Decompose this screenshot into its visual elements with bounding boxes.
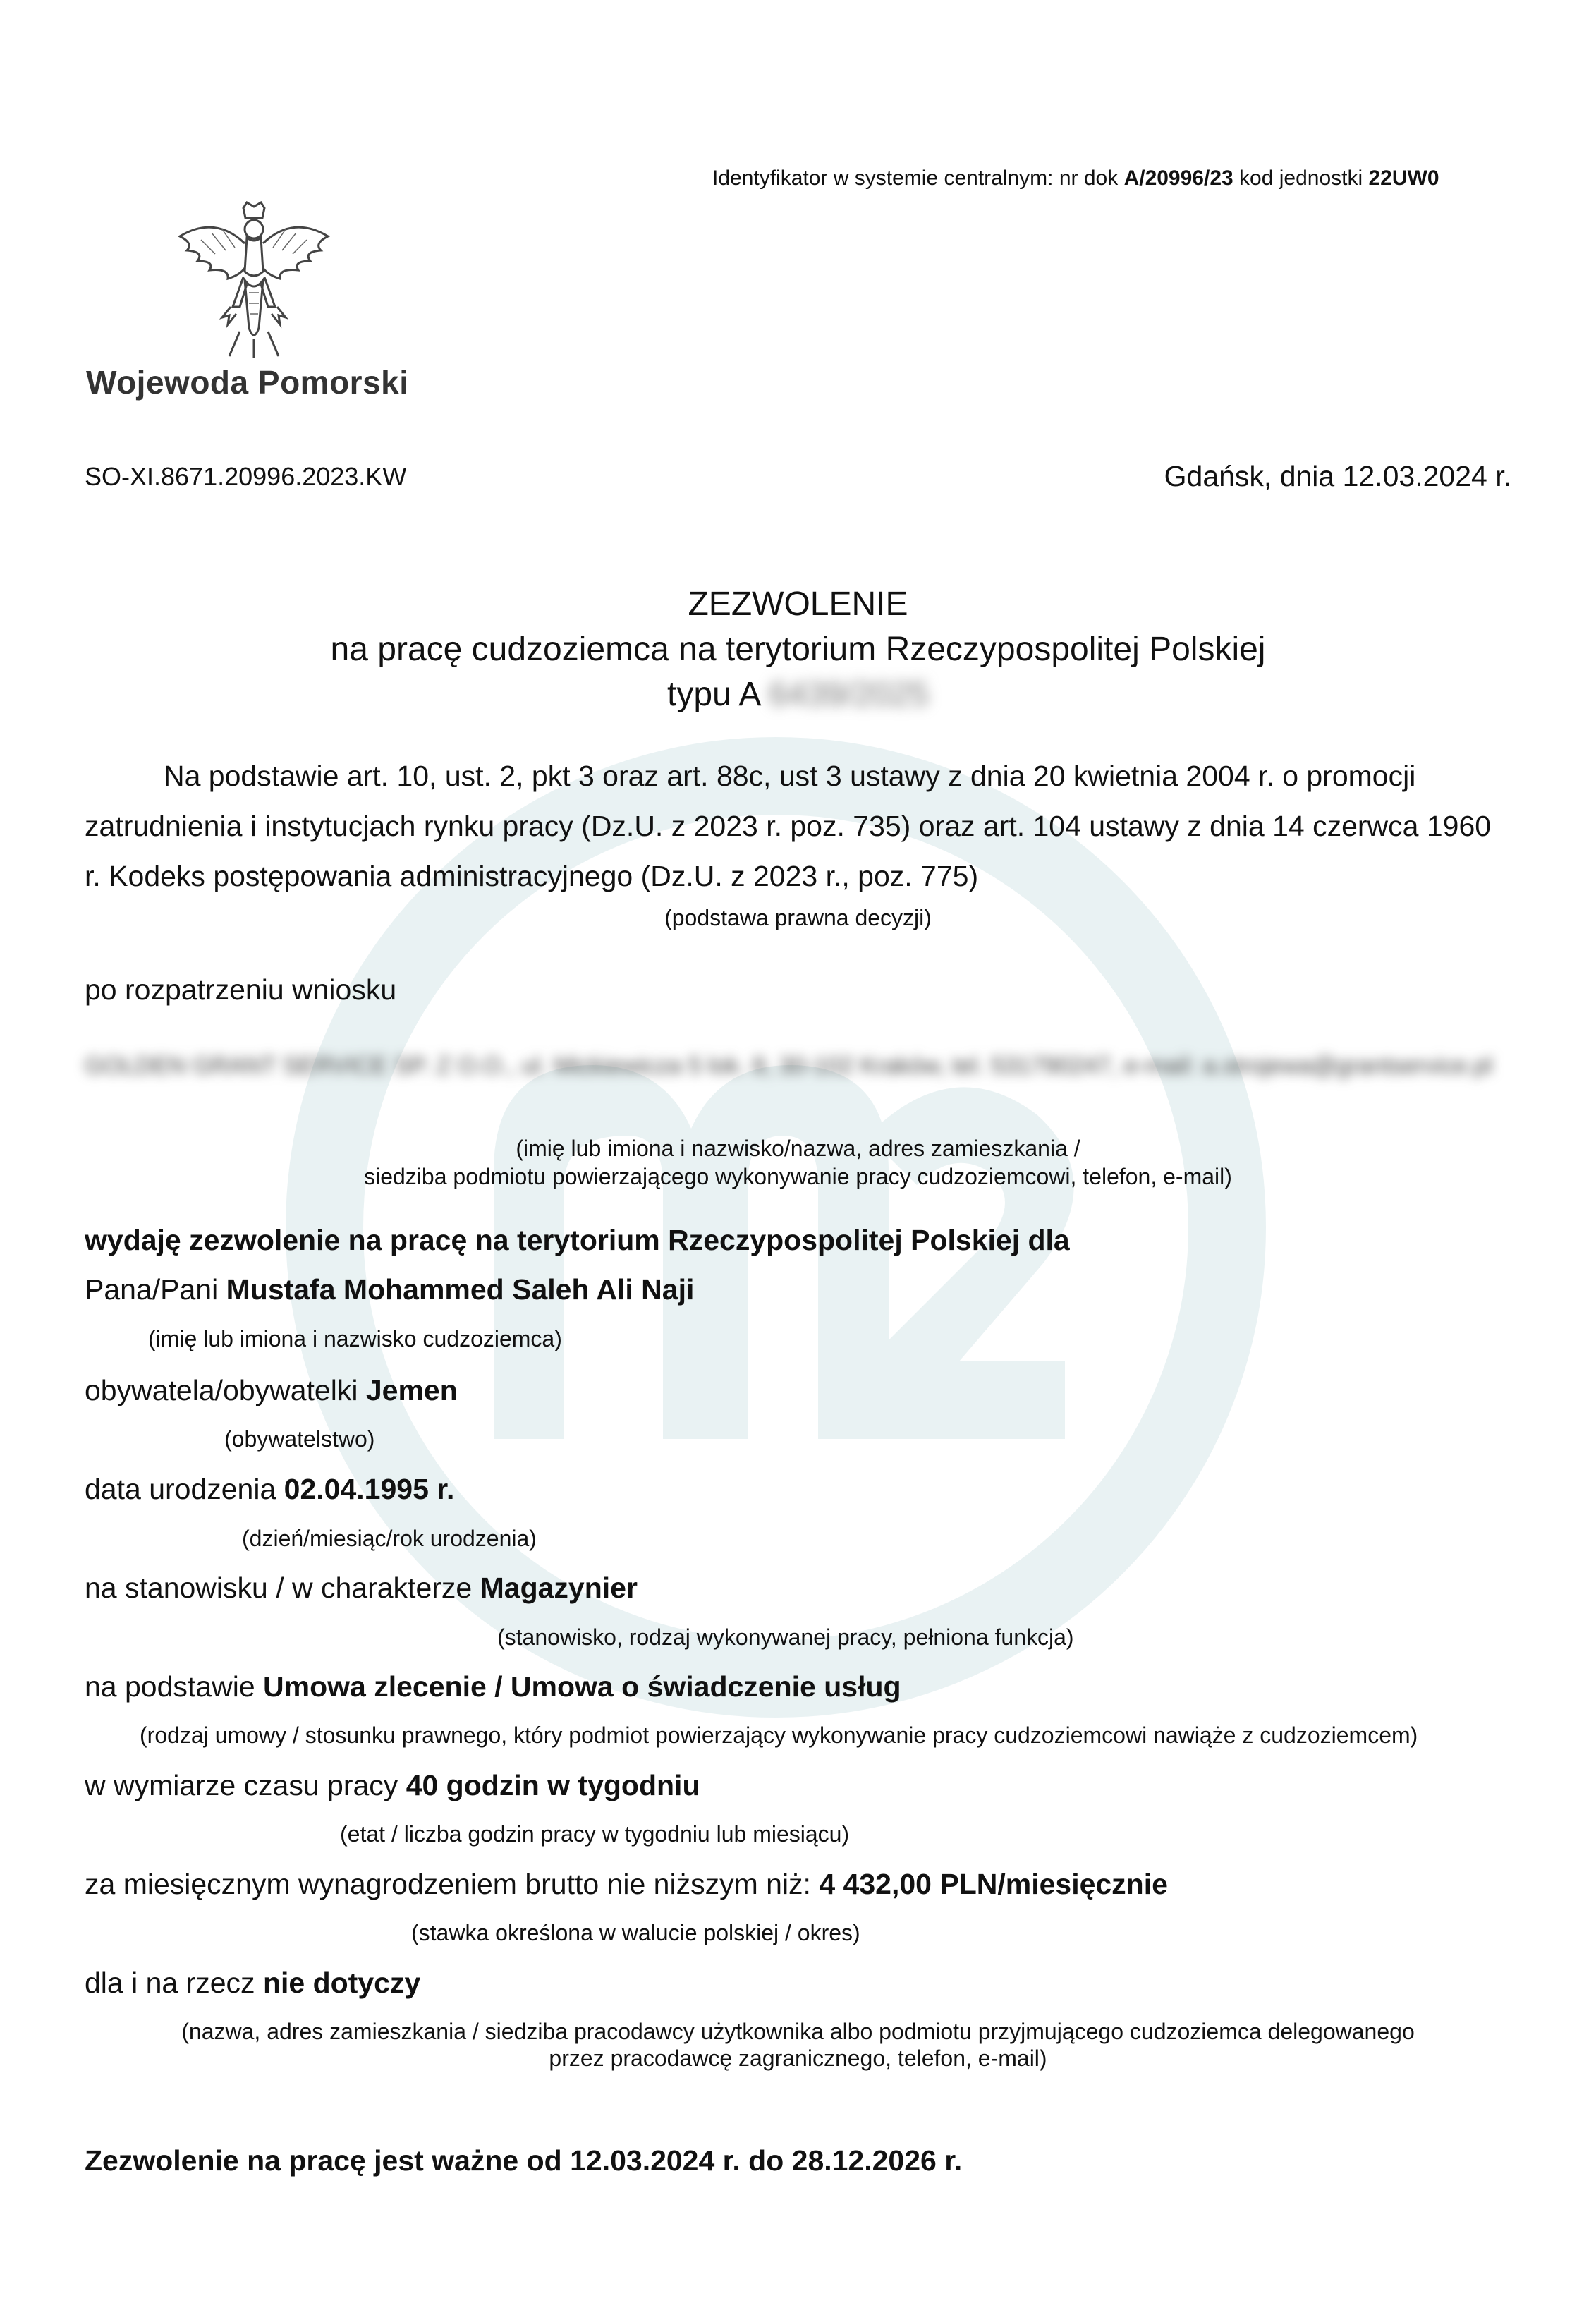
person-label: Pana/Pani — [85, 1273, 219, 1306]
working-hours-field — [85, 1769, 700, 1802]
document-number: A/20996/23 — [1123, 166, 1233, 190]
position-value: Magazynier — [480, 1572, 638, 1604]
grant-text: zezwolenie na pracę na terytorium Rzeczypospolitej Polskiej dla — [181, 1224, 1070, 1256]
user-employer-value: nie dotyczy — [262, 1967, 421, 1999]
application-label: po rozpatrzeniu wniosku — [85, 973, 397, 1006]
working-hours-label: w wymiarze czasu pracy — [85, 1769, 398, 1801]
salary-value: 4 432,00 PLN/miesięcznie — [819, 1868, 1168, 1900]
person-note: (imię lub imiona i nazwisko cudzoziemca) — [148, 1326, 562, 1351]
birth-date-value: 02.04.1995 r. — [284, 1473, 455, 1505]
salary-field — [85, 1868, 1168, 1901]
title-line-1: ZEZWOLENIE — [688, 585, 908, 623]
citizenship-field — [85, 1374, 458, 1407]
applicant-note-line-2: siedziba podmiotu powierzającego wykonywanie pracy cudzoziemcowi, telefon, e-mail) — [364, 1164, 1232, 1189]
title-line-3 — [0, 672, 1596, 717]
person-field — [85, 1273, 694, 1306]
permit-type-label: typu A — [666, 676, 760, 713]
position-label: na stanowisku / w charakterze — [85, 1572, 473, 1604]
polish-eagle-emblem-icon — [173, 201, 335, 360]
legal-basis-text: Na podstawie art. 10, ust. 2, pkt 3 oraz art. 88c, ust 3 ustawy z dnia 20 kwietnia 2004 r. o promocji zatrudnienia i instytucjach rynku pracy (Dz.U. z 2023 r. poz. 735) oraz art. 104 ustawy z dnia 14 czerwca 1960 r. Kodeks postępowania administracyjnego (Dz.U. z 2023 r., poz. 775) — [85, 760, 1492, 892]
place-and-date: Gdańsk, dnia 12.03.2024 r. — [1164, 460, 1511, 492]
user-employer-label: dla i na rzecz — [85, 1967, 255, 1999]
title-line-2: na pracę cudzoziemca na terytorium Rzeczypospolitej Polskiej — [330, 631, 1266, 668]
document-title — [0, 582, 1596, 717]
birth-date-note: (dzień/miesiąc/rok urodzenia) — [242, 1526, 537, 1551]
citizenship-value: Jemen — [365, 1374, 458, 1406]
person-value: Mustafa Mohammed Saleh Ali Naji — [226, 1273, 695, 1306]
validity-statement: Zezwolenie na pracę jest ważne od 12.03.2024 r. do 28.12.2026 r. — [85, 2144, 963, 2177]
salary-label: za miesięcznym wynagrodzeniem brutto nie niższym niż: — [85, 1868, 811, 1900]
unit-label: kod jednostki — [1239, 166, 1363, 190]
applicant-note-line-1: (imię lub imiona i nazwisko/nazwa, adres zamieszkania / — [516, 1136, 1080, 1161]
unit-code: 22UW0 — [1368, 166, 1439, 190]
citizenship-label: obywatela/obywatelki — [85, 1374, 358, 1406]
user-employer-note-line-2: przez pracodawcę zagranicznego, telefon, e-mail) — [549, 2046, 1047, 2071]
birth-date-label: data urodzenia — [85, 1473, 276, 1505]
grant-verb: wydaję — [85, 1224, 181, 1256]
contract-label: na podstawie — [85, 1670, 255, 1703]
contract-value: Umowa zlecenie / Umowa o świadczenie usług — [263, 1670, 901, 1703]
legal-basis-note: (podstawa prawna decyzji) — [664, 905, 932, 930]
applicant-details-redacted: GOLDEN GRANT SERVICE SP. Z O.O., ul. Mickiewicza 5 lok. 8, 30-102 Kraków, tel. 531790247, e-mail: a.strojewa@grantservice.pl — [85, 1052, 1493, 1079]
user-employer-note-line-1: (nazwa, adres zamieszkania / siedziba pracodawcy użytkownika albo podmiotu przyjmującego cudzoziemca delegowanego — [181, 2019, 1415, 2044]
legal-basis-paragraph — [85, 751, 1509, 901]
salary-note: (stawka określona w walucie polskiej / okres) — [411, 1920, 860, 1945]
working-hours-note: (etat / liczba godzin pracy w tygodniu lub miesiącu) — [340, 1821, 850, 1847]
contract-note: (rodzaj umowy / stosunku prawnego, który podmiot powierzający wykonywanie pracy cudzoziemcowi nawiąże z cudzoziemcem) — [140, 1722, 1418, 1748]
position-field — [85, 1572, 638, 1605]
working-hours-value: 40 godzin w tygodniu — [406, 1769, 700, 1801]
grant-statement — [85, 1224, 1070, 1257]
birth-date-field — [85, 1473, 454, 1506]
central-system-identifier — [712, 166, 1439, 190]
user-employer-field — [85, 1967, 420, 2000]
citizenship-note: (obywatelstwo) — [224, 1426, 375, 1452]
case-signature: SO-XI.8671.20996.2023.KW — [85, 462, 407, 491]
position-note: (stanowisko, rodzaj wykonywanej pracy, pełniona funkcja) — [497, 1624, 1074, 1650]
contract-field — [85, 1670, 901, 1703]
identifier-prefix: Identyfikator w systemie centralnym: nr dok — [712, 166, 1119, 190]
issuing-authority: Wojewoda Pomorski — [86, 364, 409, 401]
permit-number-redacted: 6439/2025 — [769, 676, 930, 713]
